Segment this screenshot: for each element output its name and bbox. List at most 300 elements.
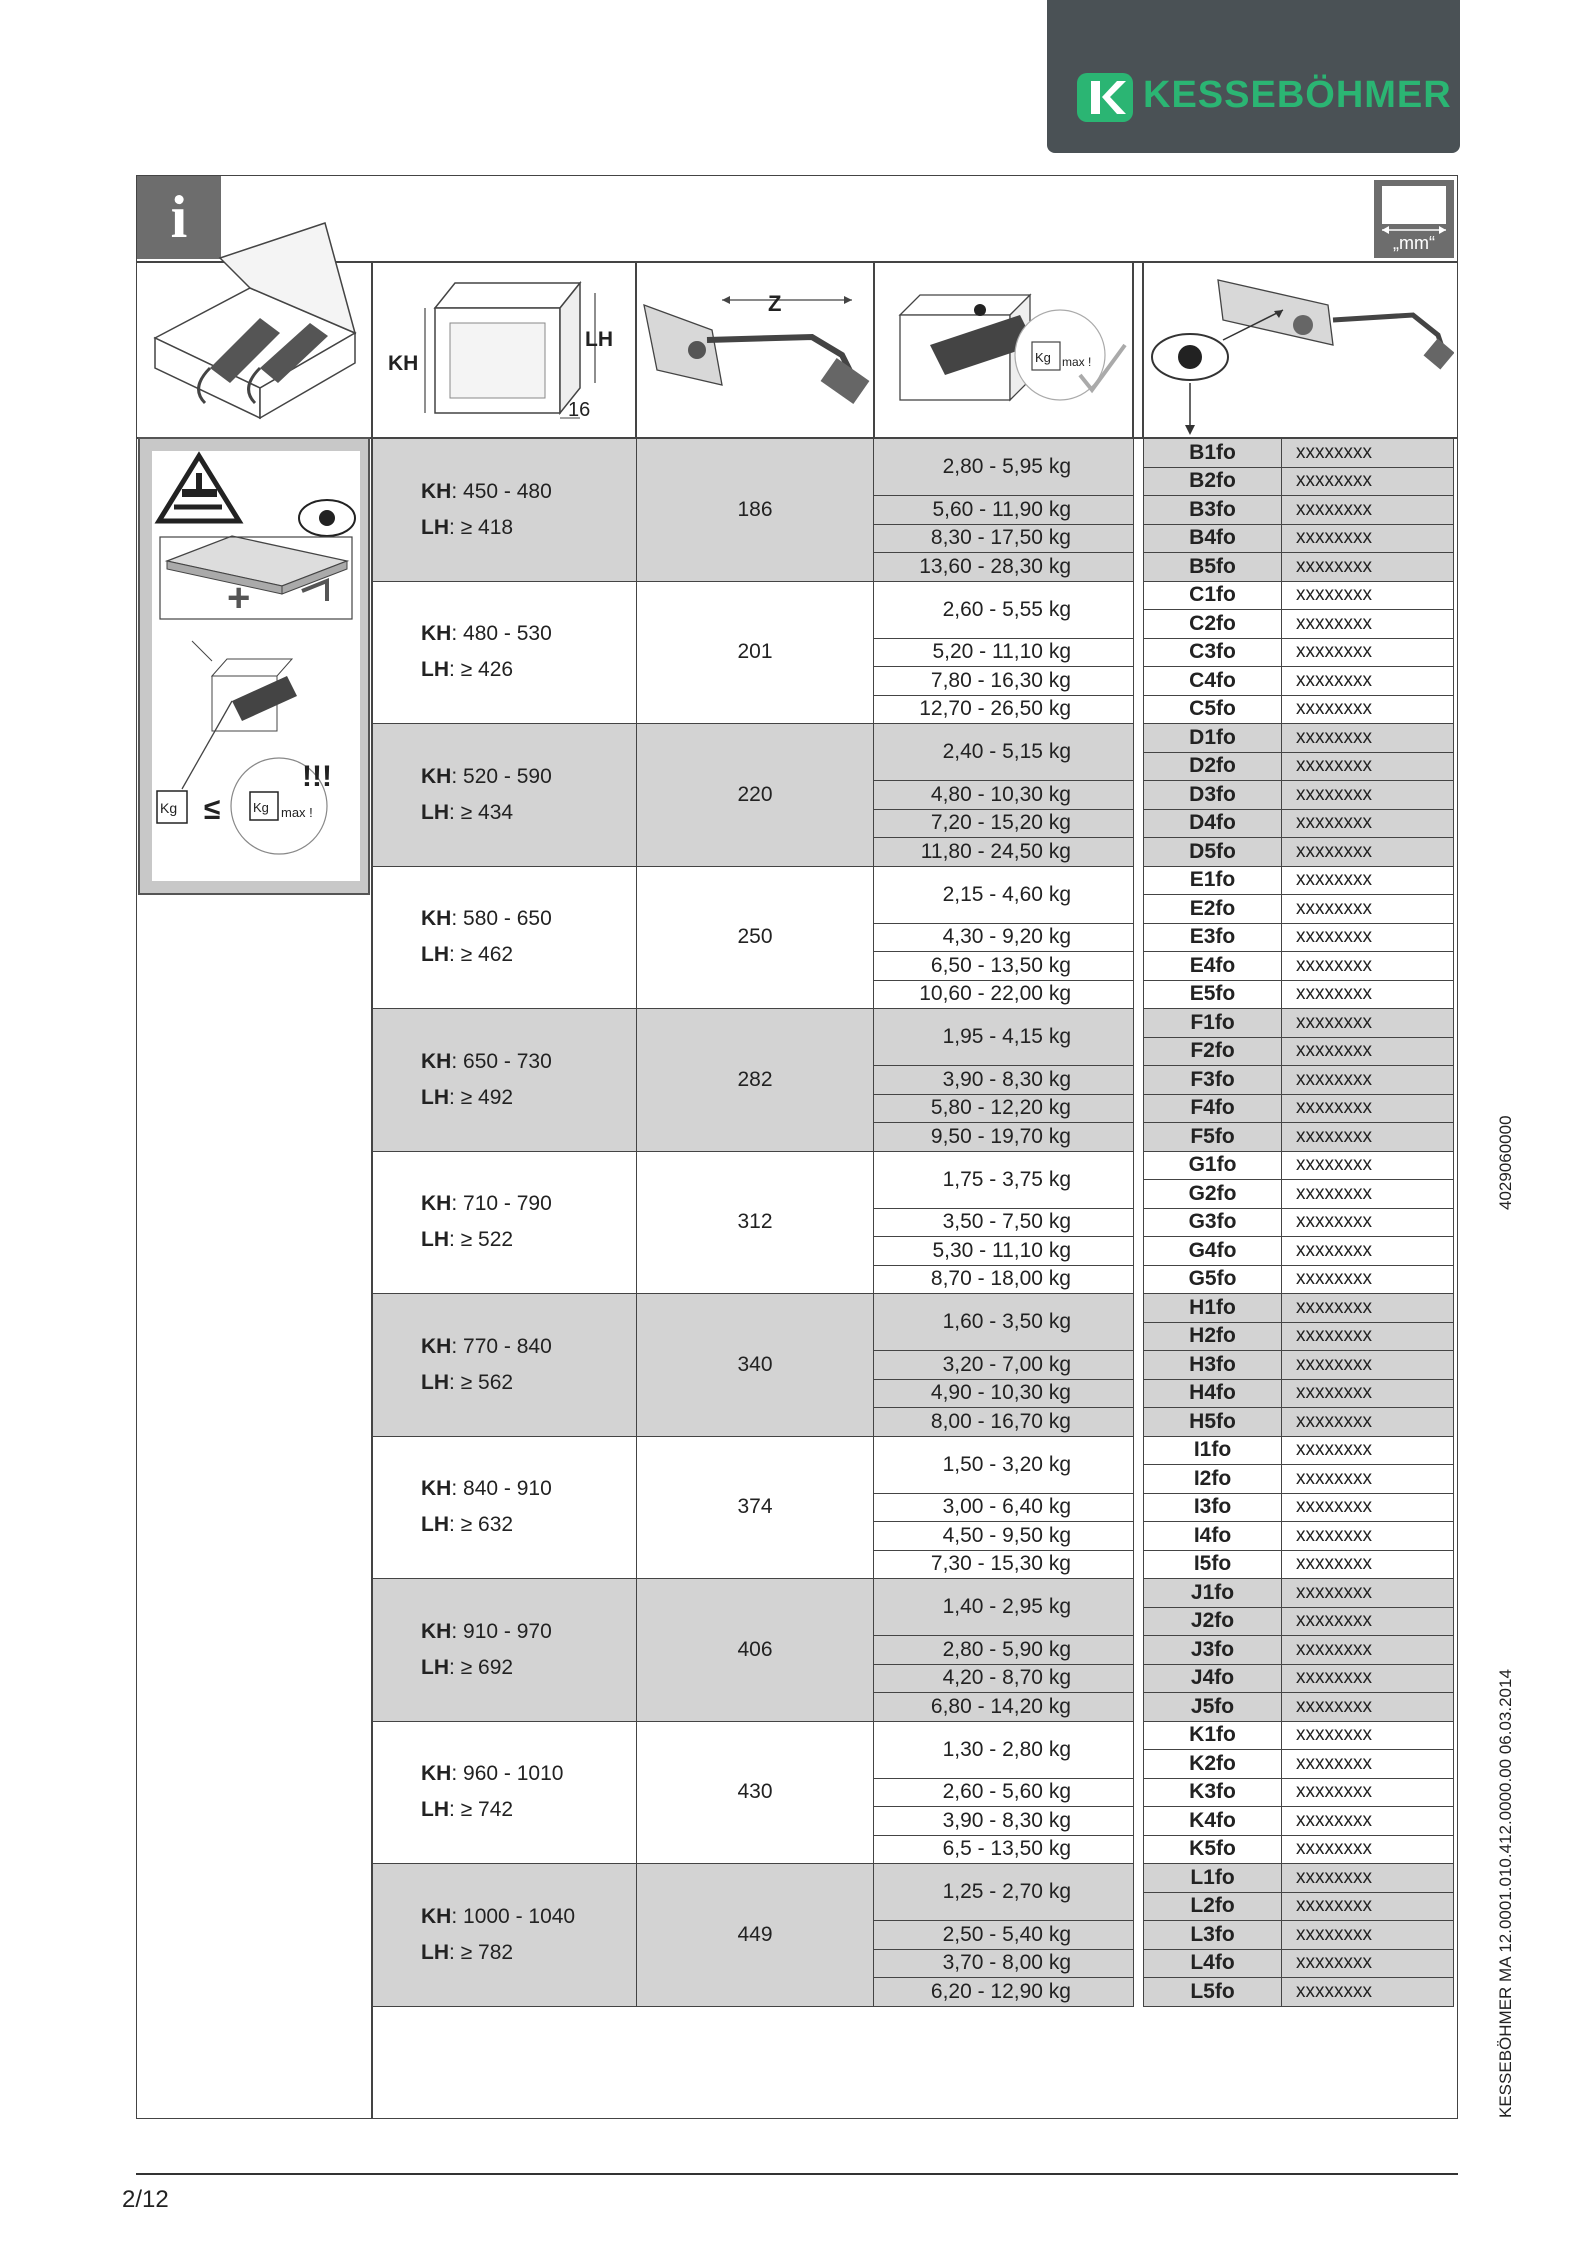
- article-number-cell: xxxxxxxx: [1282, 980, 1454, 1009]
- column-gap: [1134, 1636, 1144, 1665]
- article-number-cell: xxxxxxxx: [1282, 1778, 1454, 1807]
- lh-value: ≥ 462: [460, 943, 514, 967]
- column-gap: [1134, 1664, 1144, 1693]
- article-number-cell: xxxxxxxx: [1282, 1208, 1454, 1237]
- article-number-cell: xxxxxxxx: [1282, 1864, 1454, 1893]
- column-gap: [1134, 752, 1144, 781]
- weight-range-cell: 6,20 - 12,90 kg: [874, 1978, 1134, 2007]
- article-number-cell: xxxxxxxx: [1282, 1664, 1454, 1693]
- weight-range-cell: 6,5 - 13,50 kg: [874, 1835, 1134, 1864]
- article-number-cell: xxxxxxxx: [1282, 1522, 1454, 1551]
- weight-range-cell: 2,80 - 5,95 kg: [874, 439, 1134, 496]
- spring-code-cell: D5fo: [1144, 838, 1282, 867]
- column-gap: [1134, 1550, 1144, 1579]
- weight-range-cell: 2,15 - 4,60 kg: [874, 866, 1134, 923]
- lh-value: ≥ 742: [460, 1798, 514, 1822]
- kh-label: KH: [421, 764, 452, 788]
- spring-code-cell: G4fo: [1144, 1237, 1282, 1266]
- thickness-label: 16: [568, 399, 591, 421]
- kh-value: 450 - 480: [463, 479, 552, 503]
- spring-code-cell: B5fo: [1144, 553, 1282, 582]
- column-gap: [1134, 1978, 1144, 2007]
- spring-code-cell: C2fo: [1144, 610, 1282, 639]
- column-gap: [1134, 1094, 1144, 1123]
- weight-range-cell: 4,90 - 10,30 kg: [874, 1379, 1134, 1408]
- article-number-cell: xxxxxxxx: [1282, 1949, 1454, 1978]
- column-gap: [1134, 809, 1144, 838]
- lh-value: ≥ 782: [460, 1940, 514, 1964]
- article-number-cell: xxxxxxxx: [1282, 1151, 1454, 1180]
- divider: [371, 261, 373, 438]
- article-number-cell: xxxxxxxx: [1282, 553, 1454, 582]
- spring-code-cell: C1fo: [1144, 581, 1282, 610]
- weight-range-cell: 8,00 - 16,70 kg: [874, 1408, 1134, 1437]
- spring-code-cell: K3fo: [1144, 1778, 1282, 1807]
- spring-code-cell: I2fo: [1144, 1465, 1282, 1494]
- article-number-cell: xxxxxxxx: [1282, 809, 1454, 838]
- column-gap: [1134, 1465, 1144, 1494]
- spring-code-cell: D1fo: [1144, 724, 1282, 753]
- article-number-cell: xxxxxxxx: [1282, 952, 1454, 981]
- info-icon: i: [137, 176, 221, 259]
- page-number: 2/12: [122, 2186, 169, 2213]
- article-number-cell: xxxxxxxx: [1282, 1066, 1454, 1095]
- brand-logo-icon: [1077, 73, 1133, 122]
- divider: [1132, 261, 1134, 438]
- spring-code-cell: I1fo: [1144, 1436, 1282, 1465]
- weight-range-cell: 1,60 - 3,50 kg: [874, 1294, 1134, 1351]
- spring-code-cell: C3fo: [1144, 638, 1282, 667]
- document-reference: KESSEBÖHMER MA 12.0001.010.412.0000.00 06.03.2014: [1496, 1669, 1515, 2118]
- column-gap: [1134, 1892, 1144, 1921]
- spring-code-cell: E4fo: [1144, 952, 1282, 981]
- load-max-illustration: [880, 270, 1130, 430]
- weight-range-cell: 1,40 - 2,95 kg: [874, 1579, 1134, 1636]
- spring-code-cell: K5fo: [1144, 1835, 1282, 1864]
- spring-code-cell: J5fo: [1144, 1693, 1282, 1722]
- column-gap: [1134, 1379, 1144, 1408]
- kh-label: KH: [421, 1477, 452, 1501]
- weight-range-cell: 3,20 - 7,00 kg: [874, 1351, 1134, 1380]
- spring-code-cell: G1fo: [1144, 1151, 1282, 1180]
- weight-range-cell: 3,50 - 7,50 kg: [874, 1208, 1134, 1237]
- spring-code-cell: K4fo: [1144, 1807, 1282, 1836]
- spring-code-cell: F1fo: [1144, 1009, 1282, 1038]
- kh-value: 910 - 970: [463, 1619, 552, 1643]
- article-number-cell: xxxxxxxx: [1282, 923, 1454, 952]
- z-value-cell: 186: [637, 439, 874, 582]
- cabinet-dimension-cell: KH: 910 - 970 LH: ≥ 692: [373, 1579, 637, 1722]
- z-value-cell: 340: [637, 1294, 874, 1437]
- column-gap: [1134, 1265, 1144, 1294]
- article-number-cell: xxxxxxxx: [1282, 838, 1454, 867]
- article-number-cell: xxxxxxxx: [1282, 439, 1454, 468]
- less-equal-sign: ≤: [204, 793, 221, 826]
- article-number-cell: xxxxxxxx: [1282, 866, 1454, 895]
- table-row: [373, 1151, 1454, 1180]
- weight-range-cell: 4,80 - 10,30 kg: [874, 781, 1134, 810]
- article-number-cell: xxxxxxxx: [1282, 1379, 1454, 1408]
- spring-code-cell: G2fo: [1144, 1180, 1282, 1209]
- spring-code-cell: B4fo: [1144, 524, 1282, 553]
- article-number-cell: xxxxxxxx: [1282, 1009, 1454, 1038]
- kg-label: Kg: [160, 800, 178, 816]
- weight-range-cell: 1,50 - 3,20 kg: [874, 1436, 1134, 1493]
- lh-value: ≥ 692: [460, 1655, 514, 1679]
- table-row: [373, 1721, 1454, 1750]
- weight-range-cell: 1,75 - 3,75 kg: [874, 1151, 1134, 1208]
- spring-code-cell: J2fo: [1144, 1607, 1282, 1636]
- article-number-cell: xxxxxxxx: [1282, 467, 1454, 496]
- spring-code-cell: L4fo: [1144, 1949, 1282, 1978]
- article-number-cell: xxxxxxxx: [1282, 1579, 1454, 1608]
- spring-code-cell: L1fo: [1144, 1864, 1282, 1893]
- lh-value: ≥ 418: [460, 515, 514, 539]
- column-gap: [1134, 1151, 1144, 1180]
- column-gap: [1134, 1721, 1144, 1750]
- article-number-cell: xxxxxxxx: [1282, 1807, 1454, 1836]
- article-number-cell: xxxxxxxx: [1282, 1351, 1454, 1380]
- packaging-box-illustration: [150, 218, 362, 430]
- column-gap: [1134, 781, 1144, 810]
- spring-code-cell: J3fo: [1144, 1636, 1282, 1665]
- column-gap: [1134, 1949, 1144, 1978]
- weight-range-cell: 5,20 - 11,10 kg: [874, 638, 1134, 667]
- unit-mm-icon: [1374, 180, 1454, 258]
- brand-name: KESSEBÖHMER: [1143, 74, 1452, 116]
- column-gap: [1134, 1408, 1144, 1437]
- column-gap: [1134, 610, 1144, 639]
- table-row: [373, 1009, 1454, 1038]
- kh-value: 710 - 790: [463, 1192, 552, 1216]
- lh-value: ≥ 426: [460, 658, 514, 682]
- kh-value: 1000 - 1040: [463, 1904, 576, 1928]
- column-gap: [1134, 923, 1144, 952]
- lh-label: LH: [421, 515, 449, 539]
- cabinet-dimension-cell: KH: 770 - 840 LH: ≥ 562: [373, 1294, 637, 1437]
- weight-range-cell: 6,80 - 14,20 kg: [874, 1693, 1134, 1722]
- weight-range-cell: 10,60 - 22,00 kg: [874, 980, 1134, 1009]
- lift-mechanism-z-illustration: [642, 275, 870, 425]
- article-number-cell: xxxxxxxx: [1282, 724, 1454, 753]
- column-gap: [1134, 1322, 1144, 1351]
- column-gap: [1134, 1835, 1144, 1864]
- divider: [1142, 261, 1144, 438]
- weight-range-cell: 5,60 - 11,90 kg: [874, 496, 1134, 525]
- kh-label: KH: [421, 479, 452, 503]
- column-gap: [1134, 1778, 1144, 1807]
- weight-range-cell: 1,25 - 2,70 kg: [874, 1864, 1134, 1921]
- spring-code-cell: H4fo: [1144, 1379, 1282, 1408]
- spring-selection-table: [372, 438, 1454, 2007]
- column-gap: [1134, 667, 1144, 696]
- article-number-cell: xxxxxxxx: [1282, 1921, 1454, 1950]
- table-row: [373, 1294, 1454, 1323]
- kh-label: KH: [421, 1619, 452, 1643]
- column-gap: [1134, 1493, 1144, 1522]
- spring-code-cell: H2fo: [1144, 1322, 1282, 1351]
- brand-logo-box: [1047, 0, 1460, 153]
- column-gap: [1134, 496, 1144, 525]
- column-gap: [1134, 1921, 1144, 1950]
- column-gap: [1134, 866, 1144, 895]
- divider: [635, 261, 637, 438]
- column-gap: [1134, 1750, 1144, 1779]
- weight-range-cell: 12,70 - 26,50 kg: [874, 695, 1134, 724]
- lh-label: LH: [421, 1798, 449, 1822]
- column-gap: [1134, 724, 1144, 753]
- table-row: [373, 724, 1454, 753]
- z-value-cell: 250: [637, 866, 874, 1009]
- spring-code-cell: F5fo: [1144, 1123, 1282, 1152]
- article-number-cell: xxxxxxxx: [1282, 1693, 1454, 1722]
- weight-range-cell: 13,60 - 28,30 kg: [874, 553, 1134, 582]
- article-number-cell: xxxxxxxx: [1282, 610, 1454, 639]
- z-value-cell: 220: [637, 724, 874, 867]
- kh-value: 480 - 530: [463, 622, 552, 646]
- column-gap: [1134, 952, 1144, 981]
- article-number-cell: xxxxxxxx: [1282, 1408, 1454, 1437]
- cabinet-dimension-cell: KH: 480 - 530 LH: ≥ 426: [373, 581, 637, 724]
- weight-range-cell: 2,80 - 5,90 kg: [874, 1636, 1134, 1665]
- lh-label: LH: [421, 1513, 449, 1537]
- article-number-cell: xxxxxxxx: [1282, 1322, 1454, 1351]
- weight-range-cell: 3,90 - 8,30 kg: [874, 1066, 1134, 1095]
- spring-code-cell: J4fo: [1144, 1664, 1282, 1693]
- kh-value: 520 - 590: [463, 764, 552, 788]
- spring-code-cell: E3fo: [1144, 923, 1282, 952]
- kh-value: 840 - 910: [463, 1477, 552, 1501]
- table-row: [373, 1436, 1454, 1465]
- weight-range-cell: 2,60 - 5,55 kg: [874, 581, 1134, 638]
- weight-range-cell: 4,30 - 9,20 kg: [874, 923, 1134, 952]
- lh-label: LH: [421, 1370, 449, 1394]
- spring-code-cell: F2fo: [1144, 1037, 1282, 1066]
- kg-label: Kg: [1035, 350, 1051, 365]
- table-row: [373, 581, 1454, 610]
- spring-code-cell: K2fo: [1144, 1750, 1282, 1779]
- article-number-cell: xxxxxxxx: [1282, 496, 1454, 525]
- article-number-cell: xxxxxxxx: [1282, 1237, 1454, 1266]
- weight-range-cell: 6,50 - 13,50 kg: [874, 952, 1134, 981]
- lh-value: ≥ 632: [460, 1513, 514, 1537]
- column-gap: [1134, 553, 1144, 582]
- z-value-cell: 406: [637, 1579, 874, 1722]
- weight-range-cell: 8,30 - 17,50 kg: [874, 524, 1134, 553]
- z-value-cell: 374: [637, 1436, 874, 1579]
- table-row: [373, 439, 1454, 468]
- article-number-cell: xxxxxxxx: [1282, 1123, 1454, 1152]
- z-value-cell: 282: [637, 1009, 874, 1152]
- weight-range-cell: 2,50 - 5,40 kg: [874, 1921, 1134, 1950]
- lh-label: LH: [585, 328, 613, 351]
- cabinet-dimension-cell: KH: 450 - 480 LH: ≥ 418: [373, 439, 637, 582]
- weight-range-cell: 5,30 - 11,10 kg: [874, 1237, 1134, 1266]
- kh-label: KH: [421, 1904, 452, 1928]
- lh-label: LH: [421, 1085, 449, 1109]
- weight-range-cell: 1,95 - 4,15 kg: [874, 1009, 1134, 1066]
- article-number-cell: xxxxxxxx: [1282, 895, 1454, 924]
- z-value-cell: 449: [637, 1864, 874, 2007]
- column-gap: [1134, 980, 1144, 1009]
- max-label: max !: [1062, 355, 1092, 369]
- spring-code-cell: D3fo: [1144, 781, 1282, 810]
- spring-code-cell: I5fo: [1144, 1550, 1282, 1579]
- svg-text:+: +: [227, 576, 251, 620]
- spring-code-cell: H3fo: [1144, 1351, 1282, 1380]
- spring-code-cell: L3fo: [1144, 1921, 1282, 1950]
- weight-range-cell: 3,90 - 8,30 kg: [874, 1807, 1134, 1836]
- weight-range-cell: 4,50 - 9,50 kg: [874, 1522, 1134, 1551]
- kh-value: 650 - 730: [463, 1049, 552, 1073]
- lh-label: LH: [421, 800, 449, 824]
- spring-code-cell: F4fo: [1144, 1094, 1282, 1123]
- divider: [873, 261, 875, 438]
- z-value-cell: 201: [637, 581, 874, 724]
- spring-code-cell: K1fo: [1144, 1721, 1282, 1750]
- column-gap: [1134, 1180, 1144, 1209]
- column-gap: [1134, 638, 1144, 667]
- spring-code-cell: G5fo: [1144, 1265, 1282, 1294]
- weight-range-cell: 2,40 - 5,15 kg: [874, 724, 1134, 781]
- article-number-cell: xxxxxxxx: [1282, 667, 1454, 696]
- lh-value: ≥ 522: [460, 1228, 514, 1252]
- weight-range-cell: 4,20 - 8,70 kg: [874, 1664, 1134, 1693]
- article-number-cell: xxxxxxxx: [1282, 695, 1454, 724]
- column-gap: [1134, 1066, 1144, 1095]
- column-gap: [1134, 1807, 1144, 1836]
- kh-label: KH: [421, 1762, 452, 1786]
- article-number-cell: xxxxxxxx: [1282, 781, 1454, 810]
- lh-value: ≥ 492: [460, 1085, 514, 1109]
- column-gap: [1134, 1351, 1144, 1380]
- spring-code-cell: J1fo: [1144, 1579, 1282, 1608]
- article-number-cell: xxxxxxxx: [1282, 1094, 1454, 1123]
- kh-label: KH: [388, 352, 419, 375]
- spring-code-cell: L2fo: [1144, 1892, 1282, 1921]
- column-gap: [1134, 467, 1144, 496]
- table-row: [373, 866, 1454, 895]
- article-number-cell: xxxxxxxx: [1282, 1265, 1454, 1294]
- article-number-cell: xxxxxxxx: [1282, 581, 1454, 610]
- spring-code-cell: C4fo: [1144, 667, 1282, 696]
- spring-code-cell: D4fo: [1144, 809, 1282, 838]
- article-number-cell: xxxxxxxx: [1282, 1636, 1454, 1665]
- column-gap: [1134, 895, 1144, 924]
- spring-code-cell: F3fo: [1144, 1066, 1282, 1095]
- lh-label: LH: [421, 943, 449, 967]
- article-number-cell: xxxxxxxx: [1282, 1180, 1454, 1209]
- kh-label: KH: [421, 907, 452, 931]
- column-gap: [1134, 1123, 1144, 1152]
- kh-value: 580 - 650: [463, 907, 552, 931]
- article-number-cell: xxxxxxxx: [1282, 1550, 1454, 1579]
- spring-code-cell: I3fo: [1144, 1493, 1282, 1522]
- weight-range-cell: 1,30 - 2,80 kg: [874, 1721, 1134, 1778]
- kh-value: 960 - 1010: [463, 1762, 564, 1786]
- article-number-cell: xxxxxxxx: [1282, 752, 1454, 781]
- cabinet-dimension-cell: KH: 960 - 1010 LH: ≥ 742: [373, 1721, 637, 1864]
- column-gap: [1134, 1579, 1144, 1608]
- article-number-cell: xxxxxxxx: [1282, 1037, 1454, 1066]
- column-gap: [1134, 1208, 1144, 1237]
- article-number-cell: xxxxxxxx: [1282, 524, 1454, 553]
- lh-label: LH: [421, 658, 449, 682]
- column-gap: [1134, 1009, 1144, 1038]
- column-gap: [1134, 1436, 1144, 1465]
- spring-code-cell: H1fo: [1144, 1294, 1282, 1323]
- column-gap: [1134, 1607, 1144, 1636]
- weight-range-cell: 11,80 - 24,50 kg: [874, 838, 1134, 867]
- cabinet-dimension-illustration: [380, 268, 630, 434]
- footer-divider: [136, 2173, 1458, 2175]
- mechanism-view-illustration: [1148, 265, 1454, 435]
- warning-panel: [138, 437, 370, 895]
- weight-range-cell: 7,20 - 15,20 kg: [874, 809, 1134, 838]
- z-value-cell: 312: [637, 1151, 874, 1294]
- weight-range-cell: 7,80 - 16,30 kg: [874, 667, 1134, 696]
- cabinet-dimension-cell: KH: 580 - 650 LH: ≥ 462: [373, 866, 637, 1009]
- z-value-cell: 430: [637, 1721, 874, 1864]
- cabinet-dimension-cell: KH: 840 - 910 LH: ≥ 632: [373, 1436, 637, 1579]
- spring-code-cell: C5fo: [1144, 695, 1282, 724]
- spring-code-cell: G3fo: [1144, 1208, 1282, 1237]
- spring-code-cell: E1fo: [1144, 866, 1282, 895]
- weight-range-cell: 3,70 - 8,00 kg: [874, 1949, 1134, 1978]
- column-gap: [1134, 1037, 1144, 1066]
- kh-label: KH: [421, 1192, 452, 1216]
- z-label: Z: [768, 291, 782, 316]
- spring-code-cell: L5fo: [1144, 1978, 1282, 2007]
- lh-label: LH: [421, 1940, 449, 1964]
- article-number-cell: xxxxxxxx: [1282, 1436, 1454, 1465]
- column-gap: [1134, 1294, 1144, 1323]
- article-number-cell: xxxxxxxx: [1282, 1721, 1454, 1750]
- cabinet-dimension-cell: KH: 710 - 790 LH: ≥ 522: [373, 1151, 637, 1294]
- spring-code-cell: B1fo: [1144, 439, 1282, 468]
- lh-value: ≥ 434: [460, 800, 514, 824]
- weight-range-cell: 9,50 - 19,70 kg: [874, 1123, 1134, 1152]
- weight-range-cell: 8,70 - 18,00 kg: [874, 1265, 1134, 1294]
- column-gap: [1134, 695, 1144, 724]
- kg-label: Kg: [253, 800, 269, 815]
- column-gap: [1134, 439, 1144, 468]
- cabinet-dimension-cell: KH: 520 - 590 LH: ≥ 434: [373, 724, 637, 867]
- weight-range-cell: 2,60 - 5,60 kg: [874, 1778, 1134, 1807]
- article-number-cell: xxxxxxxx: [1282, 1294, 1454, 1323]
- cabinet-dimension-cell: KH: 650 - 730 LH: ≥ 492: [373, 1009, 637, 1152]
- article-number: 4029060000: [1496, 1115, 1515, 1210]
- column-gap: [1134, 838, 1144, 867]
- table-row: [373, 1579, 1454, 1608]
- spring-code-cell: B3fo: [1144, 496, 1282, 525]
- lh-label: LH: [421, 1228, 449, 1252]
- spring-code-cell: D2fo: [1144, 752, 1282, 781]
- column-gap: [1134, 581, 1144, 610]
- warning-illustration: [152, 451, 360, 881]
- lh-value: ≥ 562: [460, 1370, 514, 1394]
- lh-label: LH: [421, 1655, 449, 1679]
- article-number-cell: xxxxxxxx: [1282, 1465, 1454, 1494]
- weight-range-cell: 7,30 - 15,30 kg: [874, 1550, 1134, 1579]
- kh-label: KH: [421, 1334, 452, 1358]
- spring-code-cell: B2fo: [1144, 467, 1282, 496]
- warning-exclaim: !!!: [302, 760, 332, 793]
- article-number-cell: xxxxxxxx: [1282, 1835, 1454, 1864]
- article-number-cell: xxxxxxxx: [1282, 1978, 1454, 2007]
- article-number-cell: xxxxxxxx: [1282, 1750, 1454, 1779]
- weight-range-cell: 5,80 - 12,20 kg: [874, 1094, 1134, 1123]
